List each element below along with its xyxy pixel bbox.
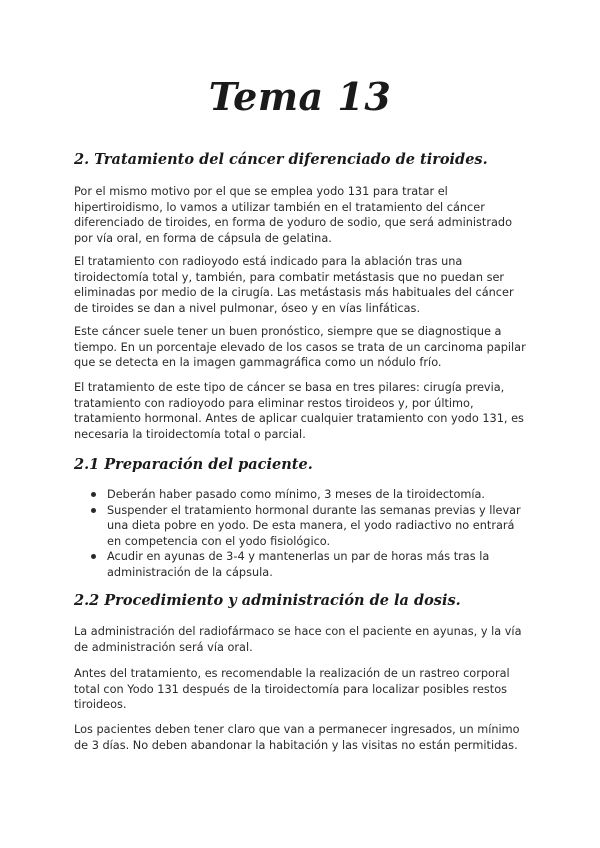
- list-item: [74, 549, 530, 580]
- list-item: [74, 503, 530, 550]
- paragraph: Por el mismo motivo por el que se emplea yodo 131 para tratar el hipertiroidismo, lo vamos a utilizar también en el tratamiento del cáncer diferenciado de tiroides, en forma de yoduro de sodio, que será administrado por vía oral, en forma de cápsula de gelatina.: [74, 185, 512, 245]
- list-item: [74, 487, 530, 503]
- paragraph: Los pacientes deben tener claro que van a permanecer ingresados, un mínimo de 3 días. No deben abandonar la habitación y las visitas no están permitidas.: [74, 723, 520, 752]
- section-heading-2-2: 2.2 Procedimiento y administración de la dosis.: [74, 592, 461, 609]
- section-heading-2: 2. Tratamiento del cáncer diferenciado de tiroides.: [74, 151, 488, 168]
- paragraph: El tratamiento con radioyodo está indicado para la ablación tras una tiroidectomía total y, también, para combatir metástasis que no puedan ser eliminadas por medio de la cirugía. Las metástasis más habituales del cáncer de tiroides se dan a nivel pulmonar, óseo y en vías linfáticas.: [74, 255, 514, 315]
- list-item-text: Deberán haber pasado como mínimo, 3 meses de la tiroidectomía.: [107, 488, 486, 501]
- section-heading-2-1: 2.1 Preparación del paciente.: [74, 456, 313, 473]
- paragraph: Antes del tratamiento, es recomendable la realización de un rastreo corporal total con Yodo 131 después de la tiroidectomía para localizar posibles restos tiroideos.: [74, 667, 510, 712]
- bullet-icon: [91, 508, 96, 513]
- bullet-icon: [91, 492, 96, 497]
- list-item-text: Suspender el tratamiento hormonal durante las semanas previas y llevar una dieta pobre en yodo. De esta manera, el yodo radiactivo no entrará en competencia con el yodo fisiológico.: [107, 503, 521, 548]
- paragraph: La administración del radiofármaco se hace con el paciente en ayunas, y la vía de administración será vía oral.: [74, 625, 522, 654]
- paragraph: Este cáncer suele tener un buen pronóstico, siempre que se diagnostique a tiempo. En un porcentaje elevado de los casos se trata de un carcinoma papilar que se detecta en la imagen gammagráfica como un nódulo frío.: [74, 325, 526, 370]
- document-title: Tema 13: [208, 74, 392, 119]
- bullet-icon: [91, 554, 96, 559]
- paragraph: El tratamiento de este tipo de cáncer se basa en tres pilares: cirugía previa, tratamiento con radioyodo para eliminar restos tiroideos y, por último, tratamiento hormonal. Antes de aplicar cualquier tratamiento con yodo 131, es necesaria la tiroidectomía total o parcial.: [74, 381, 524, 441]
- preparation-list: [74, 487, 530, 581]
- list-item-text: Acudir en ayunas de 3-4 y mantenerlas un par de horas más tras la administración de la cápsula.: [107, 550, 490, 579]
